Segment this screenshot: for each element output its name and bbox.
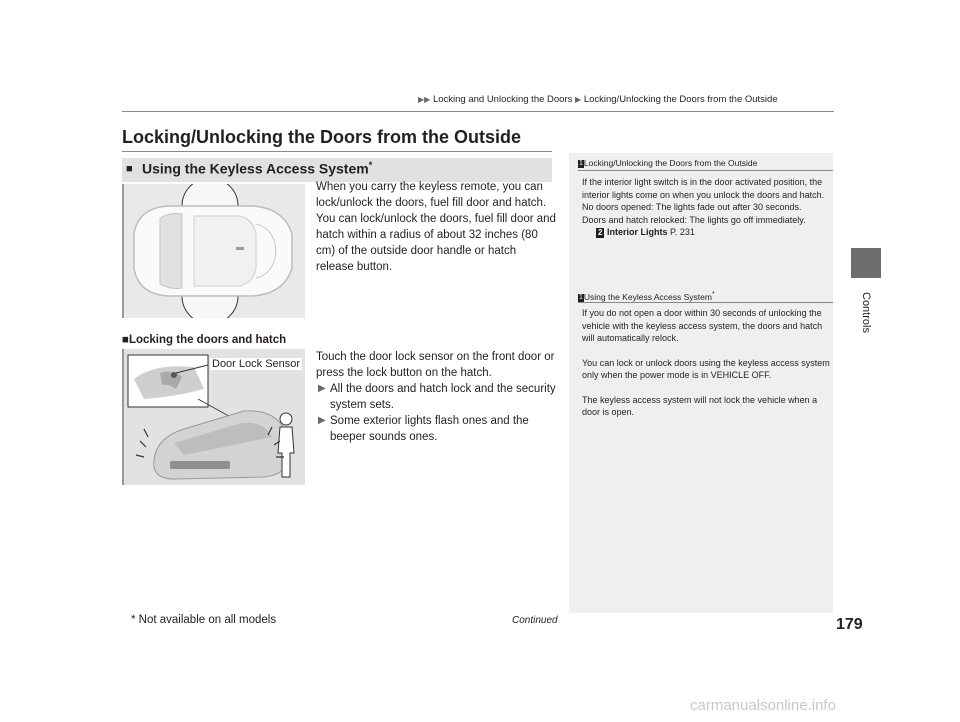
page-reference[interactable]	[582, 226, 830, 239]
note-heading-label: Using the Keyless Access System	[583, 291, 712, 302]
note-line: No doors opened: The lights fade out after 30 seconds.	[582, 202, 802, 212]
note-heading-label: Locking/Unlocking the Doors from the Outside	[583, 158, 758, 168]
note-line: Doors and hatch relocked: The lights go off immediately.	[582, 214, 806, 225]
subsection-heading-label: Locking the doors and hatch	[128, 334, 287, 346]
breadcrumb-section[interactable]: Locking and Unlocking the Doors	[432, 94, 573, 105]
page-number: 179	[836, 616, 863, 633]
reference-label[interactable]: Interior Lights	[606, 227, 668, 237]
title-rule	[122, 151, 552, 152]
page-title: Locking/Unlocking the Doors from the Outside	[122, 127, 522, 147]
square-bullet-icon: ■	[126, 163, 133, 175]
keyless-range-diagram	[124, 184, 305, 318]
step-arrow-icon: ▶	[318, 383, 326, 394]
note-body	[582, 307, 832, 419]
step-text: Some exterior lights flash ones and the beeper sounds ones.	[330, 415, 529, 443]
image-callout-label: Door Lock Sensor	[212, 358, 301, 370]
intro-paragraph: When you carry the keyless remote, you can lock/unlock the doors, fuel fill door and hatch. You can lock/unlock the doors, fuel fill door and hatch within a radius of about 32 inches (80 cm) of the outside door handle or hatch release button.	[316, 181, 556, 273]
subsection-text: Touch the door lock sensor on the front door or press the lock button on the hatch.	[316, 351, 555, 379]
note-body	[582, 176, 830, 239]
continued-label: Continued	[512, 615, 558, 626]
subsection-heading	[122, 334, 286, 346]
reference-page[interactable]: P. 231	[669, 227, 695, 237]
note-rule	[578, 170, 833, 171]
car-top-view-image	[122, 184, 305, 318]
step-item	[316, 413, 556, 445]
door-lock-sensor-image	[122, 349, 305, 485]
step-item	[316, 381, 556, 413]
note-line: If the interior light switch is in the door activated position, the interior lights come on when you unlock the doors and hatch.	[582, 177, 825, 200]
footnote: * Not available on all models	[131, 614, 277, 626]
double-arrow-icon: ▶▶	[418, 95, 431, 104]
section-heading-label: Using the Keyless Access System	[142, 160, 369, 177]
breadcrumb	[418, 94, 778, 105]
note-paragraph: If you do not open a door within 30 seconds of unlocking the vehicle with the keyless access system, the doors and hatch will automatically relock.	[582, 308, 823, 343]
note-paragraph: The keyless access system will not lock the vehicle when a door is open.	[582, 394, 818, 417]
note-badge: 1	[579, 160, 583, 167]
square-bullet-icon: ■	[122, 334, 129, 346]
arrow-icon: ▶	[575, 95, 582, 104]
breadcrumb-page[interactable]: Locking/Unlocking the Doors from the Outside	[583, 94, 778, 105]
watermark: carmanualsonline.info	[690, 697, 836, 714]
step-text: All the doors and hatch lock and the security system sets.	[330, 383, 556, 411]
reference-badge: 2	[598, 228, 603, 237]
chapter-label	[852, 292, 880, 352]
chapter-label-text: Controls	[860, 292, 872, 333]
note-heading	[578, 290, 715, 302]
note-rule	[578, 302, 833, 303]
chapter-tab[interactable]	[851, 248, 881, 278]
step-arrow-icon: ▶	[318, 415, 326, 426]
note-badge: 1	[579, 293, 583, 301]
subsection-paragraph	[316, 349, 556, 445]
note-heading	[578, 158, 757, 168]
footnote-asterisk[interactable]: *	[368, 160, 373, 170]
footnote-asterisk[interactable]: *	[711, 290, 715, 298]
note-paragraph: You can lock or unlock doors using the keyless access system only when the power mode is in VEHICLE OFF.	[582, 357, 830, 380]
header-rule	[122, 111, 834, 112]
